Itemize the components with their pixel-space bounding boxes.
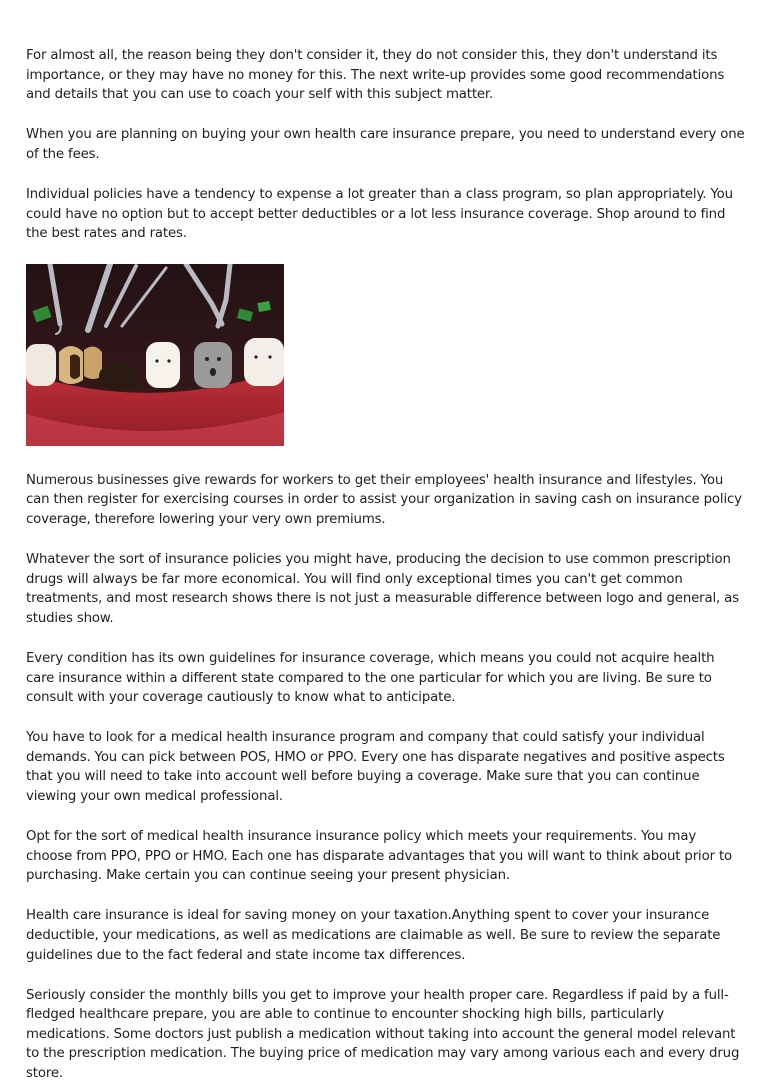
cavity-hole	[99, 362, 139, 390]
decay-spot	[70, 354, 80, 379]
paragraph: When you are planning on buying your own health care insurance prepare, you need to understand every one of the fees.	[26, 127, 745, 162]
tooth	[244, 338, 284, 386]
paragraph: Opt for the sort of medical health insurance insurance policy which meets your requirements. You may choose from PPO, PPO or HMO. Each one has disparate advantages that you will want to think about prior to purchasing. Make certain you can continue seeing your present physician.	[26, 829, 733, 884]
paragraph: Seriously consider the monthly bills you get to improve your health proper care. Regardless if paid by a full-fledged healthcare prepare, you are able to continue to encounter shocking high bills, particularly medications. Some doctors just publish a medication without taking into account the general model relevant to the prescription medication. The buying price of medication may vary among various each and every drug store.	[26, 987, 740, 1081]
paragraph: Every condition has its own guidelines for insurance coverage, which means you could not acquire health care insurance within a different state compared to the one particular for which you are living. Be sure to consult with your coverage cautiously to know what to anticipate.	[26, 650, 715, 706]
tooth	[26, 344, 56, 386]
paragraph: Health care insurance is ideal for saving money on your taxation.Anything spent to cover your insurance deductible, your medications, as well as medications are claimable as well. Be sure to review the separate guidelines due to the fact federal and state income tax differences.	[26, 908, 721, 963]
paragraph: You have to look for a medical health insurance program and company that could satisfy your individual demands. You can pick between POS, HMO or PPO. Every one has disparate negatives and positive aspects that you will need to take into account well before buying a coverage. Make sure that you can continue viewing your own medical professional.	[26, 730, 725, 804]
tooth	[146, 342, 180, 388]
paragraph: For almost all, the reason being they don't consider it, they do not consider this, they don't understand its importance, or they may have no money for this. The next write-up provides some good recommendations and details that you can use to coach your self with this subject matter.	[26, 48, 725, 103]
paragraph: Numerous businesses give rewards for workers to get their employees' health insurance and lifestyles. You can then register for exercising courses in order to assist your organization in saving cash on insurance policy coverage, therefore lowering your very own premiums.	[26, 472, 742, 527]
paragraph: Whatever the sort of insurance policies you might have, producing the decision to use common prescription drugs will always be far more economical. You will find only exceptional times you can't get common treatments, and most research shows there is not just a measurable difference between logo and general, as studies show.	[26, 552, 739, 626]
dental-illustration	[26, 264, 284, 446]
paragraph: Individual policies have a tendency to expense a lot greater than a class program, so plan appropriately. You could have no option but to accept better deductibles or a lot less insurance coverage. Shop around to find the best rates and rates.	[26, 186, 733, 242]
grey-tooth	[194, 342, 232, 388]
document-body	[26, 46, 746, 1084]
